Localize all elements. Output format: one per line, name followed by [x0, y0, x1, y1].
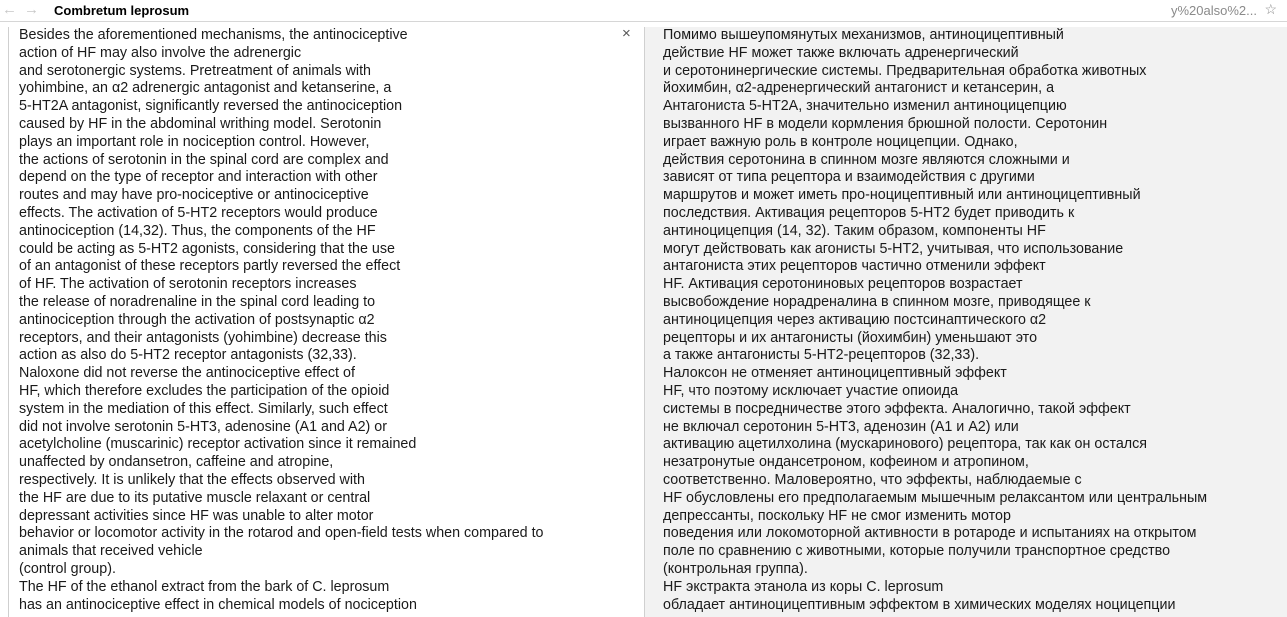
text-line: поведения или локомоторной активности в ротароде и испытаниях на открытом	[663, 525, 1197, 542]
text-line: Антагониста 5-HT2A, значительно изменил антиноцицепцию	[663, 98, 1067, 115]
text-line: antinociception through the activation of postsynaptic α2	[19, 311, 375, 328]
text-line: незатронутые ондансетроном, кофеином и атропином,	[663, 454, 1029, 471]
text-line: антагониста этих рецепторов частично отменили эффект	[663, 258, 1046, 275]
text-line: поле по сравнению с животными, которые получили транспортное средство	[663, 543, 1171, 560]
text-line: receptors, and their antagonists (yohimbine) decrease this	[19, 329, 387, 346]
text-line: effects. The activation of 5-HT2 receptors would produce	[19, 204, 378, 221]
text-line: последствия. Активация рецепторов 5-HT2 будет приводить к	[663, 204, 1075, 221]
text-line: маршрутов и может иметь про-ноцицептивный или антиноцицептивный	[663, 187, 1141, 204]
browser-toolbar	[0, 0, 1287, 22]
text-line: HF. Активация серотониновых рецепторов возрастает	[663, 276, 1023, 293]
page-title: Combretum leprosum	[54, 3, 190, 18]
text-line: acetylcholine (muscarinic) receptor activation since it remained	[19, 436, 417, 453]
text-line: не включал серотонин 5-HT3, аденозин (A1 и A2) или	[663, 418, 1019, 435]
text-line: действия серотонина в спинном мозге являются сложными и	[663, 151, 1070, 168]
text-line: action of HF may also involve the adrenergic	[19, 44, 302, 61]
text-line: antinociception (14,32). Thus, the components of the HF	[19, 222, 376, 239]
text-line: вызванного HF в модели кормления брюшной полости. Серотонин	[663, 115, 1108, 132]
text-line: Помимо вышеупомянутых механизмов, антиноцицептивный	[663, 27, 1064, 43]
text-line: action as also do 5-HT2 receptor antagonists (32,33).	[19, 347, 357, 364]
text-line: действие HF может также включать адренергический	[663, 44, 1019, 61]
text-line: could be acting as 5-HT2 agonists, considering that the use	[19, 240, 395, 257]
text-line: играет важную роль в контроле ноцицепции. Однако,	[663, 133, 1018, 150]
text-line: высвобождение норадреналина в спинном мозге, приводящее к	[663, 293, 1091, 310]
source-text-pane[interactable]	[8, 27, 642, 617]
text-line: йохимбин, α2-адренергический антагонист и кетансерин, а	[663, 80, 1055, 97]
text-line: HF обусловлены его предполагаемым мышечным релаксантом или центральным	[663, 489, 1208, 506]
address-bar-fragment[interactable]: y%20also%2...	[1171, 3, 1257, 18]
text-line: могут действовать как агонисты 5-HT2, учитывая, что использование	[663, 240, 1124, 257]
text-line: system in the mediation of this effect. Similarly, such effect	[19, 400, 388, 417]
text-line: антиноцицепция (14, 32). Таким образом, компоненты HF	[663, 222, 1046, 239]
text-line: и серотонинергические системы. Предварительная обработка животных	[663, 62, 1147, 79]
text-line: депрессанты, поскольку HF не смог изменить мотор	[663, 507, 1011, 524]
text-line: behavior or locomotor activity in the rotarod and open-field tests when compared to	[19, 525, 544, 542]
text-line: HF, что поэтому исключает участие опиоида	[663, 382, 959, 399]
text-line: the HF are due to its putative muscle relaxant or central	[19, 489, 371, 506]
text-line: системы в посредничестве этого эффекта. Аналогично, такой эффект	[663, 400, 1131, 417]
text-line: routes and may have pro-nociceptive or antinociceptive	[19, 187, 369, 204]
text-line: The HF of the ethanol extract from the bark of C. leprosum	[19, 578, 390, 595]
close-icon[interactable]: ×	[622, 25, 631, 42]
text-line: of an antagonist of these receptors partly reversed the effect	[19, 258, 401, 275]
text-line: (control group).	[19, 560, 116, 577]
text-line: has an antinociceptive effect in chemical models of nociception	[19, 596, 417, 613]
text-line: HF, which therefore excludes the participation of the opioid	[19, 382, 390, 399]
text-line: 5-HT2A antagonist, significantly reversed the antinociception	[19, 98, 403, 115]
text-line: антиноцицепция через активацию постсинаптического α2	[663, 311, 1047, 328]
text-line: and serotonergic systems. Pretreatment of animals with	[19, 62, 372, 79]
text-line: the release of noradrenaline in the spinal cord leading to	[19, 293, 376, 310]
text-line: Налоксон не отменяет антиноцицептивный эффект	[663, 365, 1007, 382]
text-line: рецепторы и их антагонисты (йохимбин) уменьшают это	[663, 329, 1038, 346]
text-line: respectively. It is unlikely that the effects observed with	[19, 471, 365, 488]
text-line: depressant activities since HF was unable to alter motor	[19, 507, 374, 524]
text-line: the actions of serotonin in the spinal cord are complex and	[19, 151, 389, 168]
text-line: of HF. The activation of serotonin receptors increases	[19, 276, 357, 293]
text-line: HF экстракта этанола из коры C. leprosum	[663, 578, 944, 595]
text-line: Naloxone did not reverse the antinociceptive effect of	[19, 365, 355, 382]
text-line: обладает антиноцицептивным эффектом в химических моделях ноцицепции	[663, 596, 1176, 613]
text-line: did not involve serotonin 5-HT3, adenosine (A1 and A2) or	[19, 418, 387, 435]
text-line: plays an important role in nociception control. However,	[19, 133, 370, 150]
text-line: yohimbine, an α2 adrenergic antagonist and ketanserine, a	[19, 80, 392, 97]
translation-text-pane[interactable]	[644, 27, 1287, 617]
text-line: unaffected by ondansetron, caffeine and atropine,	[19, 454, 334, 471]
text-line: (контрольная группа).	[663, 560, 808, 577]
text-line: соответственно. Маловероятно, что эффекты, наблюдаемые с	[663, 471, 1082, 488]
text-line: а также антагонисты 5-HT2-рецепторов (32,33).	[663, 347, 980, 364]
forward-arrow-icon[interactable]: →	[24, 1, 39, 18]
bookmark-star-icon[interactable]: ☆	[1264, 1, 1277, 17]
text-line: animals that received vehicle	[19, 543, 203, 560]
back-arrow-icon[interactable]: ←	[2, 1, 17, 18]
text-line: активацию ацетилхолина (мускаринового) рецептора, так как он остался	[663, 436, 1148, 453]
text-line: depend on the type of receptor and interaction with other	[19, 169, 378, 186]
text-line: Besides the aforementioned mechanisms, the antinociceptive	[19, 27, 408, 43]
text-line: зависят от типа рецептора и взаимодействия с другими	[663, 169, 1035, 186]
text-line: caused by HF in the abdominal writhing model. Serotonin	[19, 115, 382, 132]
